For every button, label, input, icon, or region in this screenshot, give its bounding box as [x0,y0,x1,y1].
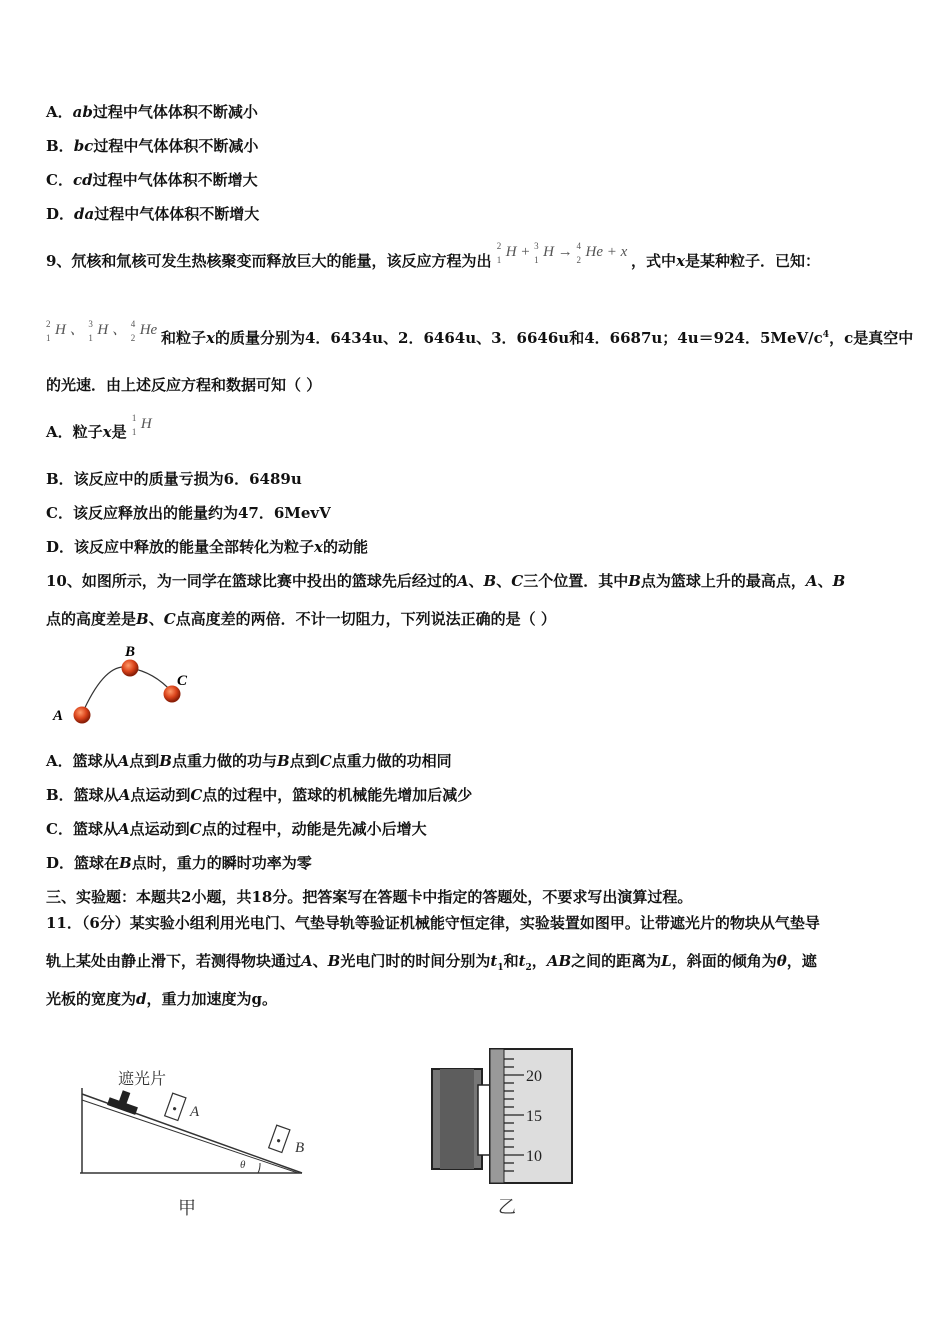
micrometer-figure [420,1045,580,1225]
q10-stem-line2: 点的高度差是B、C点高度差的两倍．不计一切阻力，下列说法正确的是（ ） [46,610,556,628]
thimble-15: 15 [526,1108,542,1125]
gate-b-label: B [295,1140,305,1156]
q10-option-b: B．篮球从A点运动到C点的过程中，篮球的机械能先增加后减少 [46,786,473,804]
q10-option-d: D．篮球在B点时，重力的瞬时功率为零 [46,854,312,872]
q9-stem-line3: 的光速．由上述反应方程和数据可知（ ） [46,376,322,394]
q10-option-c: C．篮球从A点运动到C点的过程中，动能是先减小后增大 [46,820,427,838]
q9-option-d: D．该反应中释放的能量全部转化为粒子x的动能 [46,538,368,556]
q9-option-c: C．该反应释放出的能量约为47．6MevV [46,504,331,522]
thimble-10: 10 [526,1148,542,1165]
q10-stem-line1: 10、如图所示，为一同学在篮球比赛中投出的篮球先后经过的A、B、C三个位置．其中B点为篮球上升的最高点，A、B [46,572,846,590]
q9-stem-line2: 2 1 H 、 3 1 H 、 4 2 He 和粒子x的质量分别为4．6434u、2．6464u、3．6646u和4．6687u；4u＝924．$5MeV/c^4$，c是真空中 [46,319,914,347]
q9-option-a: A．粒子x是 1 1 H [46,413,152,441]
angle-label: θ [240,1159,246,1171]
q8-option-d: D．da过程中气体体积不断增大 [46,205,260,223]
q11-stem-line3: 光板的宽度为d，重力加速度为g。 [46,990,278,1008]
q9-stem-line1: 9、氘核和氚核可发生热核聚变而释放巨大的能量，该反应方程为出 2 1 H + 3 1 H → 4 2 He + x ，式中x是某种粒子．已知： [46,241,821,270]
fusion-equation: 2 1 H + 3 1 H → 4 2 He + x [496,241,628,265]
basketball-trajectory-figure [46,640,210,734]
q10-option-a: A．篮球从A点到B点重力做的功与B点到C点重力做的功相同 [46,752,452,770]
photogate-b [269,1125,290,1152]
ball-b [122,660,139,677]
photogate-a [165,1093,186,1120]
nuclide-list: 2 1 H 、 3 1 H 、 4 2 He [46,319,158,343]
label-b: B [125,644,136,660]
fig1-caption: 甲 [178,1198,196,1218]
fig2-caption: 乙 [498,1197,516,1217]
thimble-20: 20 [526,1068,542,1085]
q8-option-c: C．cd过程中气体体积不断增大 [46,171,258,189]
q9-option-b: B．该反应中的质量亏损为6．6489u [46,470,302,488]
angle-arc [258,1163,260,1173]
shutter-label: 遮光片 [118,1071,167,1088]
label-a: A [53,708,64,724]
air-track-figure [70,1058,320,1223]
section3-heading: 三、实验题：本题共2小题，共18分。把答案写在答题卡中指定的答题处，不要求写出演算过程。 [46,888,693,906]
gate-a-label: A [190,1104,200,1120]
q8-option-b: B．bc过程中气体体积不断减小 [46,137,259,155]
ball-a [74,707,91,724]
label-c: C [177,673,188,689]
slider-block [107,1087,142,1115]
q11-stem-line2: 轨上某处由静止滑下，若测得物块通过A、B光电门时的时间分别为$t_1$和$t_2$，AB之间的距离为L，斜面的倾角为θ，遮 [46,952,817,973]
q11-stem-line1: 11．（6分）某实验小组利用光电门、气垫导轨等验证机械能守恒定律，实验装置如图甲。让带遮光片的物块从气垫导 [46,914,820,932]
q8-option-a: A．ab过程中气体体积不断减小 [46,103,258,121]
